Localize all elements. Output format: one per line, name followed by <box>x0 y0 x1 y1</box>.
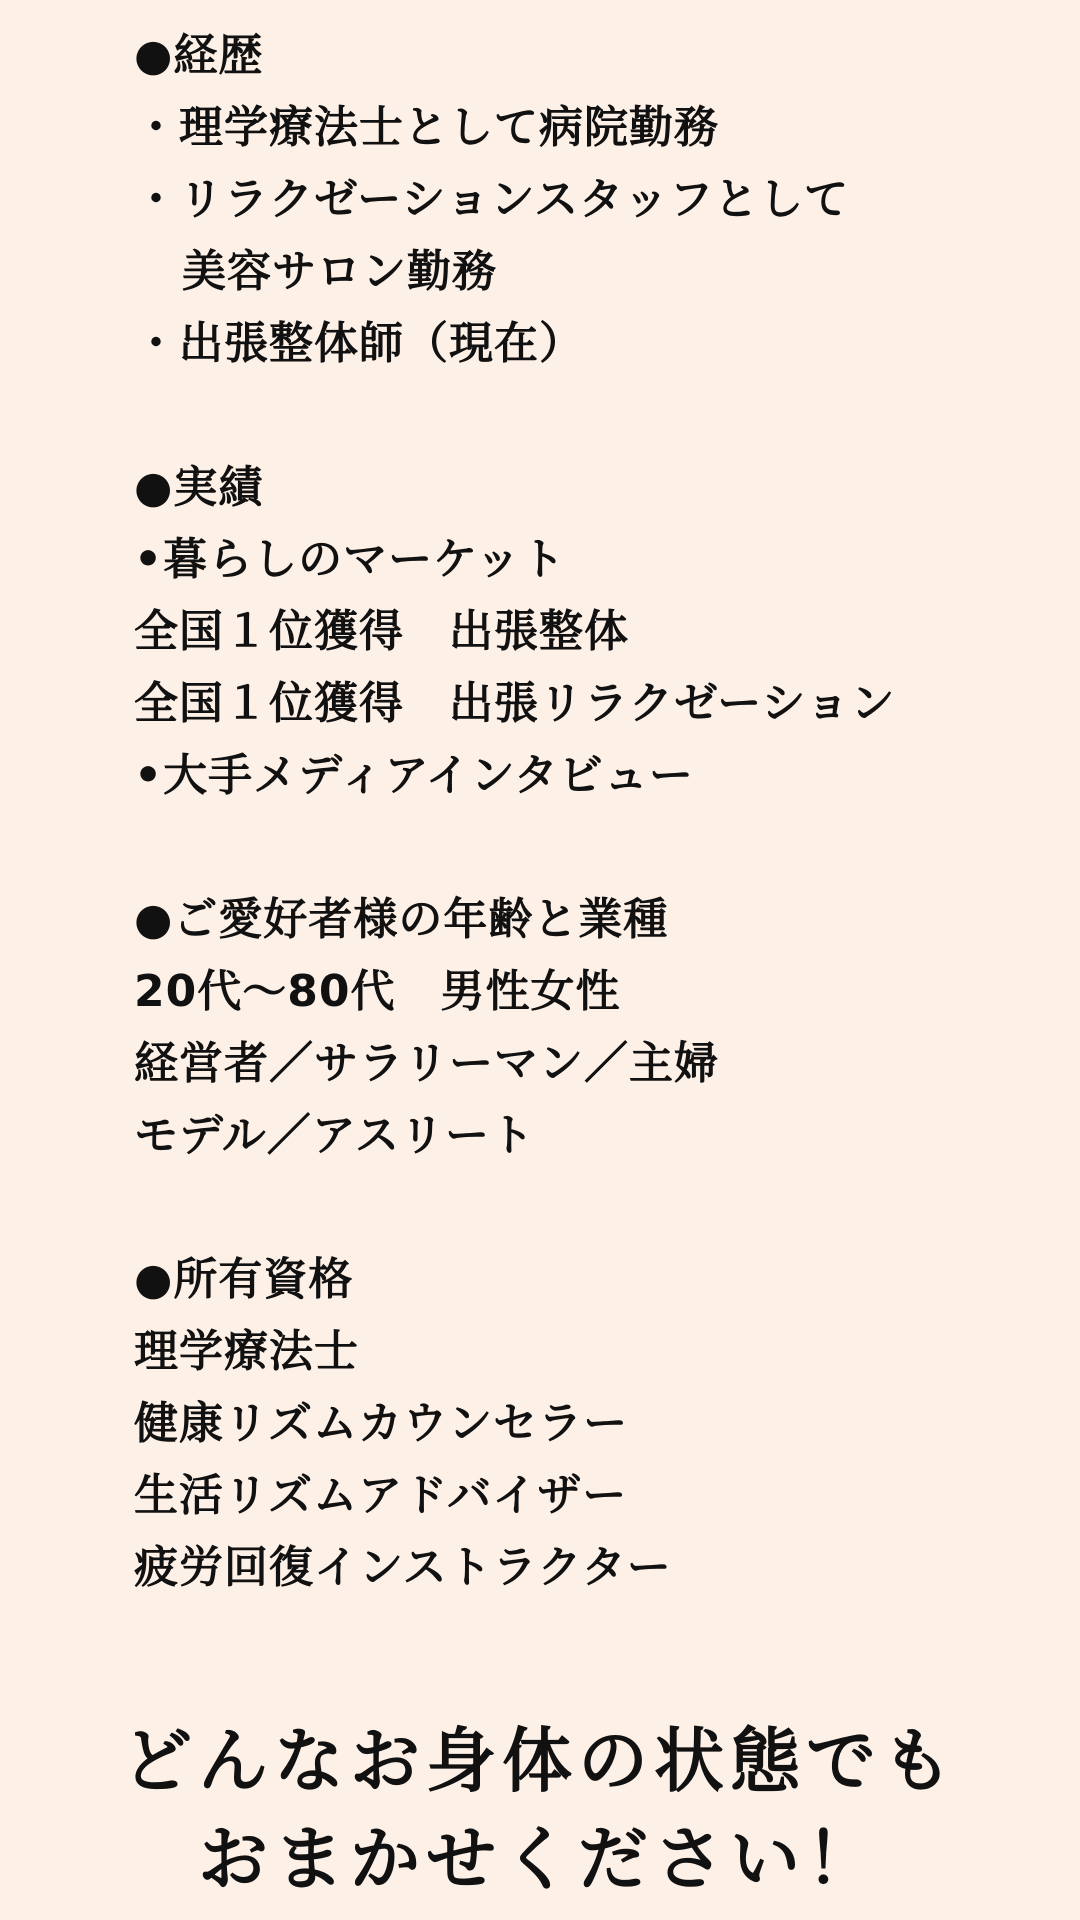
achievement-item: •暮らしのマーケット <box>134 534 566 585</box>
clients-item: 20代〜80代 男性女性 <box>134 966 621 1017</box>
clients-item: モデル／アスリート <box>134 1110 536 1161</box>
career-item: ・出張整体師（現在） <box>134 318 584 369</box>
qualification-item: 理学療法士 <box>134 1326 359 1377</box>
clients-heading: ●ご愛好者様の年齢と業種 <box>134 894 669 945</box>
section-spacer <box>134 1172 1034 1244</box>
career-heading: ●経歴 <box>134 30 264 81</box>
clients-item: 経営者／サラリーマン／主婦 <box>134 1038 719 1089</box>
qualification-item: 生活リズムアドバイザー <box>134 1470 628 1521</box>
career-item: ・リラクゼーションスタッフとして <box>134 174 850 225</box>
qualification-item: 疲労回復インストラクター <box>134 1542 672 1593</box>
qualification-item: 健康リズムカウンセラー <box>134 1398 629 1449</box>
achievement-item: •大手メディアインタビュー <box>134 750 694 801</box>
career-item-continuation: 美容サロン勤務 <box>182 246 497 297</box>
closing-message <box>0 1712 1080 1908</box>
achievements-heading: ●実績 <box>134 462 264 513</box>
achievement-item: 全国１位獲得 出張整体 <box>134 606 629 657</box>
profile-text <box>134 20 1034 1604</box>
closing-line: おまかせください！ <box>198 1818 882 1900</box>
career-item: ・理学療法士として病院勤務 <box>134 102 719 153</box>
qualifications-heading: ●所有資格 <box>134 1254 354 1305</box>
achievement-item: 全国１位獲得 出張リラクゼーション <box>134 678 896 729</box>
closing-line: どんなお身体の状態でも <box>122 1720 958 1802</box>
section-spacer <box>134 380 1034 452</box>
section-spacer <box>134 812 1034 884</box>
